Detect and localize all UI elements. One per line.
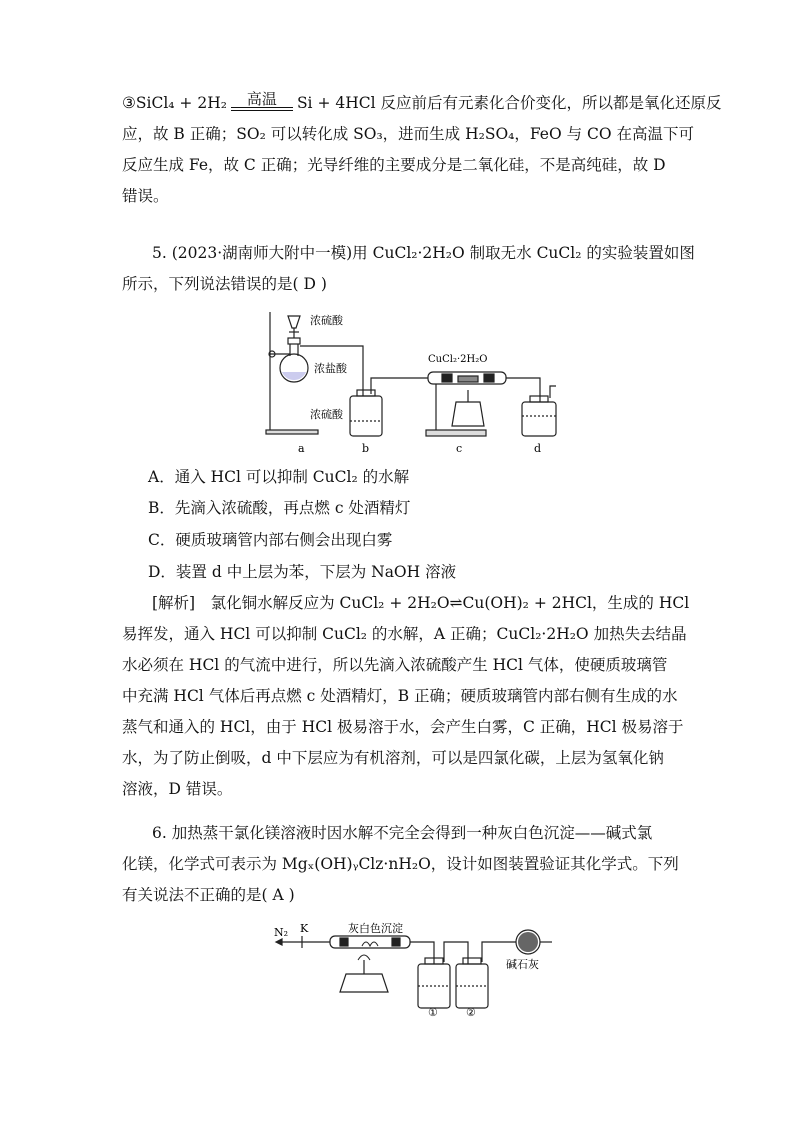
label-d: d [534, 442, 542, 455]
reaction-condition: 高温 [231, 91, 293, 119]
q4-explanation-tail [122, 88, 722, 212]
q6-line-3: 有关说法不正确的是( A ) [122, 886, 295, 904]
reaction-reactants: ③SiCl₄ + 2H₂ [122, 94, 227, 112]
label-k: K [300, 922, 309, 935]
q5-line-1: 5. (2023·湖南师大附中一模)用 CuCl₂·2H₂O 制取无水 CuCl₂ 的实验装置如图 [152, 244, 695, 262]
label-c: c [456, 442, 463, 455]
label-conc-hcl: 浓盐酸 [314, 362, 347, 375]
q5-apparatus-figure [258, 306, 558, 458]
q6-apparatus-figure [270, 920, 560, 1020]
q4-line-4: 错误。 [122, 187, 169, 205]
reaction-products-text: Si + 4HCl 反应前后有元素化合价变化，所以都是氧化还原反 [296, 94, 722, 112]
label-bottle-2: ② [466, 1006, 476, 1019]
q4-line-3: 反应生成 Fe，故 C 正确；光导纤维的主要成分是二氧化硅，不是高纯硅，故 D [122, 156, 666, 174]
analysis-line-2: 易挥发，通入 HCl 可以抑制 CuCl₂ 的水解，A 正确；CuCl₂·2H₂O 加热失去结晶 [122, 625, 687, 643]
q5-option-d: D．装置 d 中上层为苯，下层为 NaOH 溶液 [148, 563, 457, 581]
analysis-line-7: 溶液，D 错误。 [122, 780, 233, 798]
label-b: b [362, 442, 370, 455]
q6-line-2: 化镁，化学式可表示为 Mgₓ(OH)ᵧClz·nH₂O，设计如图装置验证其化学式。下列 [122, 855, 679, 873]
label-n2: N₂ [274, 926, 289, 939]
label-soda-lime: 碱石灰 [506, 958, 539, 971]
analysis-line-3: 水必须在 HCl 的气流中进行，所以先滴入浓硫酸产生 HCl 气体，使硬质玻璃管 [122, 656, 668, 674]
q4-line-1 [122, 88, 722, 119]
label-bottle-1: ① [428, 1006, 438, 1019]
q5-option-a: A．通入 HCl 可以抑制 CuCl₂ 的水解 [148, 468, 410, 486]
analysis-line-5: 蒸气和通入的 HCl，由于 HCl 极易溶于水，会产生白雾，C 正确，HCl 极易溶于 [122, 718, 684, 736]
q5-analysis [122, 588, 690, 805]
q5-line-2: 所示，下列说法错误的是( D ) [122, 275, 327, 293]
q5-option-c: C．硬质玻璃管内部右侧会出现白雾 [148, 531, 393, 549]
label-conc-h2so4-bottle: 浓硫酸 [310, 408, 343, 421]
analysis-line-6: 水，为了防止倒吸，d 中下层应为有机溶剂，可以是四氯化碳，上层为氢氧化钠 [122, 749, 664, 767]
label-precipitate: 灰白色沉淀 [348, 922, 403, 935]
q4-line-2: 应，故 B 正确；SO₂ 可以转化成 SO₃，进而生成 H₂SO₄，FeO 与 CO 在高温下可 [122, 125, 695, 143]
label-conc-h2so4-top: 浓硫酸 [310, 314, 343, 327]
label-a: a [298, 442, 305, 455]
q6-line-1: 6. 加热蒸干氯化镁溶液时因水解不完全会得到一种灰白色沉淀——碱式氯 [152, 824, 653, 842]
analysis-line-1: [解析] 氯化铜水解反应为 CuCl₂ + 2H₂O⇌Cu(OH)₂ + 2HCl，生成的 HCl [152, 594, 690, 612]
label-cucl2-hydrate: CuCl₂·2H₂O [428, 354, 488, 365]
q5-option-b: B．先滴入浓硫酸，再点燃 c 处酒精灯 [148, 499, 411, 517]
q5-stem [122, 238, 695, 300]
analysis-line-4: 中充满 HCl 气体后再点燃 c 处酒精灯，B 正确；硬质玻璃管内部右侧有生成的水 [122, 687, 678, 705]
q6-stem [122, 818, 682, 911]
